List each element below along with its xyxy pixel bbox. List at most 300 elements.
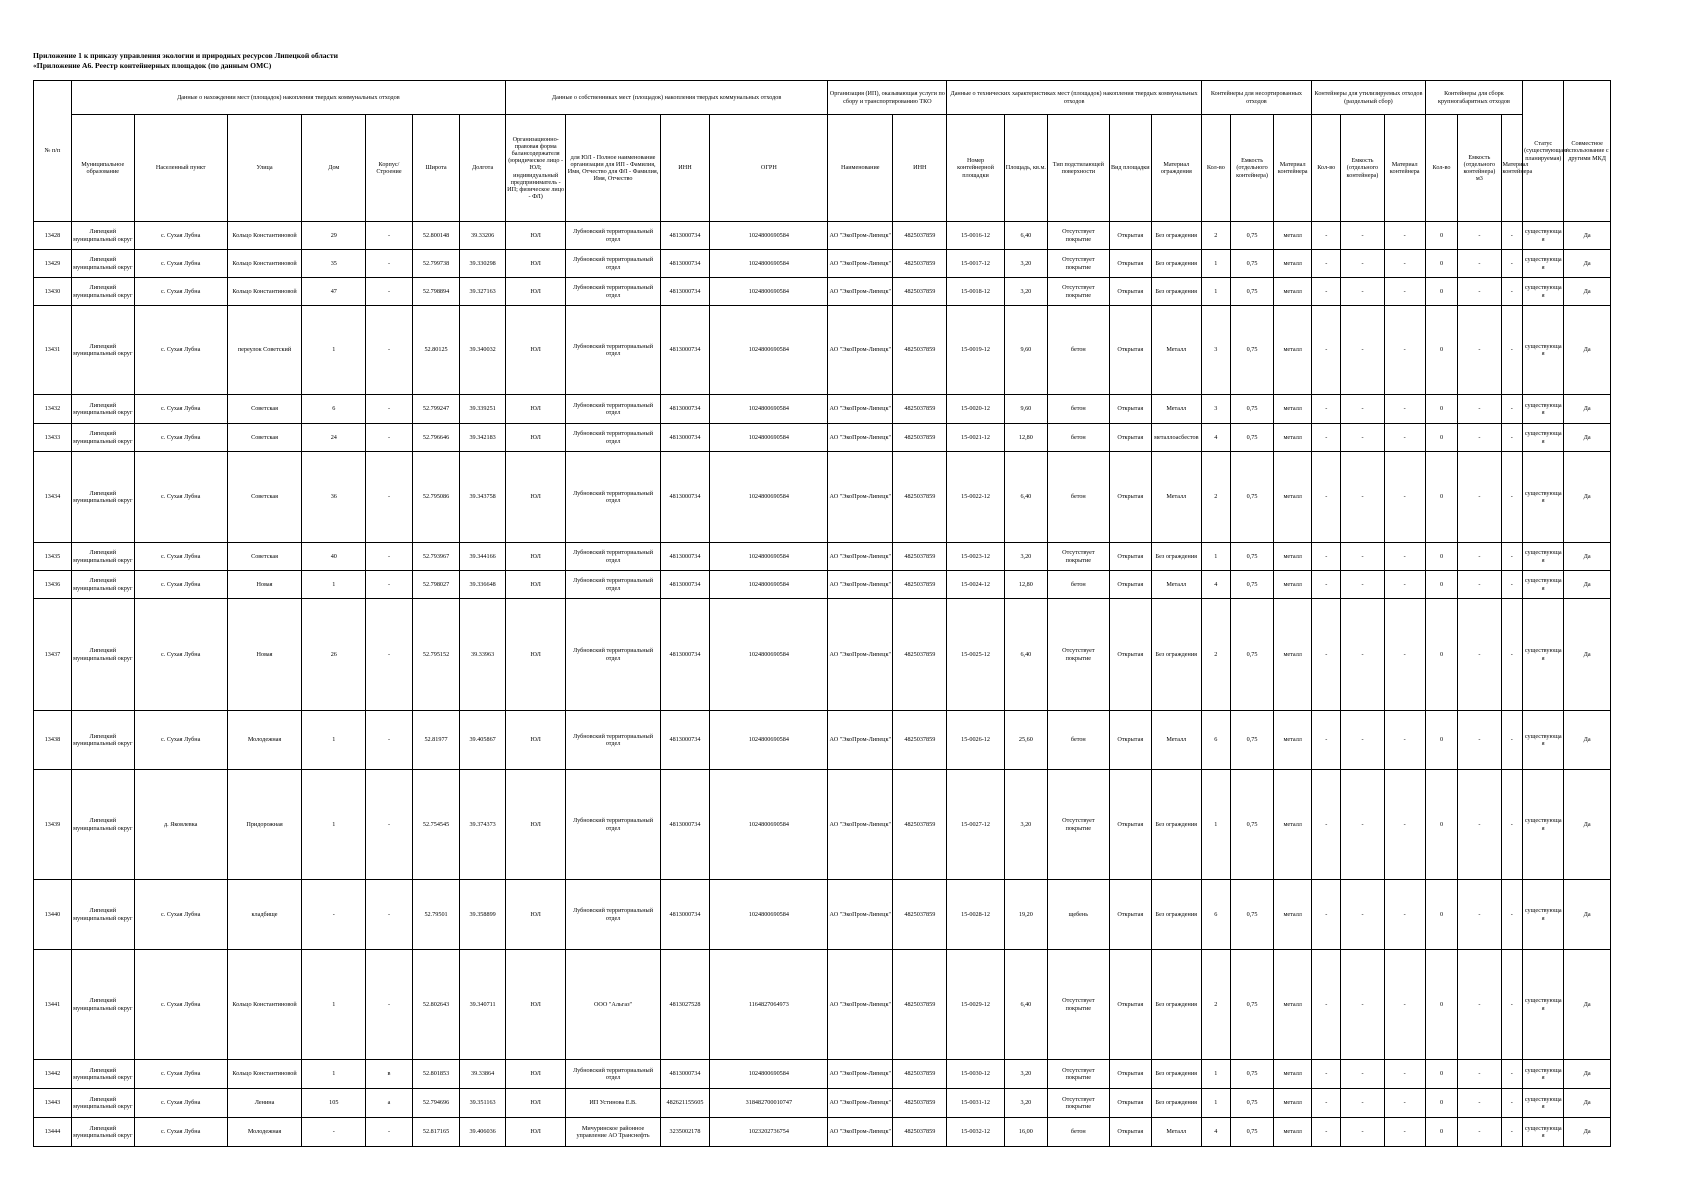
table-cell: 0,75 (1230, 250, 1273, 278)
table-cell: 3,20 (1004, 770, 1047, 880)
table-cell: Отсутствует покрытие (1048, 950, 1110, 1060)
table-cell: - (1458, 599, 1501, 711)
table-cell: 3 (1201, 395, 1230, 424)
table-cell: Липецкий муниципальный округ (71, 950, 134, 1060)
table-cell: с. Сухая Лубна (134, 880, 227, 950)
table-cell: - (366, 278, 413, 306)
table-cell: 4825037859 (893, 452, 947, 543)
group-header-row (34, 81, 1611, 115)
table-cell: 52.796646 (412, 424, 460, 452)
table-cell: 3,20 (1004, 1089, 1047, 1118)
table-cell: существующая (1523, 1089, 1564, 1118)
table-cell: 52.798894 (412, 278, 460, 306)
table-cell: - (1312, 395, 1341, 424)
column-header: ИНН (893, 115, 947, 222)
table-cell: 0,75 (1230, 711, 1273, 770)
table-cell: 4825037859 (893, 395, 947, 424)
table-cell: - (1312, 1089, 1341, 1118)
table-cell: 39.330298 (460, 250, 506, 278)
table-cell: 52.817165 (412, 1118, 460, 1147)
table-cell: бетон (1048, 306, 1110, 395)
column-header: Номер контейнерной площадки (947, 115, 1004, 222)
table-cell: Липецкий муниципальный округ (71, 880, 134, 950)
table-cell: Без ограждения (1151, 543, 1201, 571)
table-cell: Да (1564, 770, 1611, 880)
table-cell: - (1312, 306, 1341, 395)
table-cell: - (302, 1118, 366, 1147)
table-cell: с. Сухая Лубна (134, 452, 227, 543)
table-cell: Кольцо Константиновой (227, 222, 302, 250)
table-row (34, 543, 1611, 571)
table-cell: АО "ЭкоПром-Липецк" (828, 599, 893, 711)
table-cell: Металл (1151, 1118, 1201, 1147)
column-header: Дом (302, 115, 366, 222)
table-cell: АО "ЭкоПром-Липецк" (828, 278, 893, 306)
table-cell: - (366, 452, 413, 543)
table-cell: Лубновский территориальный отдел (566, 222, 660, 250)
table-cell: - (1384, 880, 1425, 950)
table-cell: ЮЛ (505, 711, 566, 770)
table-cell: 13444 (34, 1118, 72, 1147)
table-cell: - (1384, 599, 1425, 711)
table-cell: 3235002178 (660, 1118, 710, 1147)
table-cell: - (366, 1118, 413, 1147)
table-cell: Открытая (1109, 250, 1151, 278)
table-cell: АО "ЭкоПром-Липецк" (828, 452, 893, 543)
table-cell: Без ограждения (1151, 599, 1201, 711)
table-cell: 39.33864 (460, 1060, 506, 1089)
table-cell: 0 (1425, 571, 1457, 599)
table-cell: с. Сухая Лубна (134, 250, 227, 278)
table-cell: 1024800690584 (710, 222, 828, 250)
table-cell: 15-0029-12 (947, 950, 1004, 1060)
table-row (34, 306, 1611, 395)
column-header: Кол-во (1201, 115, 1230, 222)
table-cell: Лубновский территориальный отдел (566, 306, 660, 395)
table-cell: 0 (1425, 1060, 1457, 1089)
table-cell: Без ограждения (1151, 770, 1201, 880)
table-cell: 1024800690584 (710, 1060, 828, 1089)
table-cell: ЮЛ (505, 278, 566, 306)
table-cell: - (1341, 1089, 1384, 1118)
table-cell: Лубновский территориальный отдел (566, 250, 660, 278)
table-cell: Да (1564, 711, 1611, 770)
table-cell: - (1458, 950, 1501, 1060)
table-cell: 1 (1201, 770, 1230, 880)
table-cell: 4825037859 (893, 770, 947, 880)
table-cell: - (1312, 1060, 1341, 1089)
table-cell: - (1341, 543, 1384, 571)
table-cell: 4825037859 (893, 250, 947, 278)
table-body (34, 222, 1611, 1147)
table-cell: Придорожная (227, 770, 302, 880)
column-header: Улица (227, 115, 302, 222)
table-cell: Открытая (1109, 395, 1151, 424)
table-cell: Без ограждения (1151, 278, 1201, 306)
table-cell: ЮЛ (505, 250, 566, 278)
column-header: Кол-во (1425, 115, 1457, 222)
table-cell: 39.340032 (460, 306, 506, 395)
table-cell: Без ограждения (1151, 222, 1201, 250)
table-cell: 4813000734 (660, 599, 710, 711)
table-cell: 39.358899 (460, 880, 506, 950)
table-row (34, 395, 1611, 424)
table-cell: - (1458, 452, 1501, 543)
table-cell: - (1458, 222, 1501, 250)
table-cell: 318482700010747 (710, 1089, 828, 1118)
table-cell: металл (1274, 1060, 1312, 1089)
table-cell: существующая (1523, 306, 1564, 395)
table-cell: Без ограждения (1151, 880, 1201, 950)
table-cell: 52.799738 (412, 250, 460, 278)
table-cell: - (1312, 424, 1341, 452)
table-cell: 39.344166 (460, 543, 506, 571)
table-cell: ЮЛ (505, 880, 566, 950)
table-cell: - (1384, 1118, 1425, 1147)
table-cell: 4813000734 (660, 452, 710, 543)
table-cell: бетон (1048, 571, 1110, 599)
table-cell: Лубновский территориальный отдел (566, 770, 660, 880)
group-recycled-header: Контейнеры для утилизируемых отходов (раздельный сбор) (1312, 81, 1426, 115)
table-cell: 29 (302, 222, 366, 250)
table-cell: Советская (227, 543, 302, 571)
table-cell: металл (1274, 599, 1312, 711)
table-cell: 4813000734 (660, 571, 710, 599)
table-cell: 4813000734 (660, 770, 710, 880)
table-cell: 0 (1425, 711, 1457, 770)
table-cell: Металл (1151, 395, 1201, 424)
table-cell: - (1384, 306, 1425, 395)
table-cell: - (1501, 1060, 1523, 1089)
table-cell: 3,20 (1004, 1060, 1047, 1089)
table-cell: металл (1274, 222, 1312, 250)
table-cell: 4 (1201, 424, 1230, 452)
table-cell: - (1458, 571, 1501, 599)
table-cell: - (1341, 306, 1384, 395)
table-cell: - (1341, 452, 1384, 543)
table-cell: - (1384, 250, 1425, 278)
table-cell: 2 (1201, 950, 1230, 1060)
table-cell: бетон (1048, 395, 1110, 424)
table-cell: - (1501, 306, 1523, 395)
table-cell: Липецкий муниципальный округ (71, 599, 134, 711)
table-cell: Металл (1151, 711, 1201, 770)
table-cell: Кольцо Константиновой (227, 1060, 302, 1089)
table-cell: - (366, 424, 413, 452)
table-cell: - (1341, 950, 1384, 1060)
table-cell: - (1312, 1118, 1341, 1147)
table-cell: 13442 (34, 1060, 72, 1089)
table-cell: 13440 (34, 880, 72, 950)
table-cell: Да (1564, 452, 1611, 543)
table-cell: 15-0016-12 (947, 222, 1004, 250)
table-cell: 39.405867 (460, 711, 506, 770)
table-cell: Липецкий муниципальный округ (71, 1089, 134, 1118)
table-cell: Советская (227, 452, 302, 543)
table-cell: 4825037859 (893, 543, 947, 571)
table-cell: 0 (1425, 950, 1457, 1060)
table-cell: 15-0027-12 (947, 770, 1004, 880)
table-cell: - (1384, 711, 1425, 770)
table-row (34, 599, 1611, 711)
table-cell: - (1312, 452, 1341, 543)
table-cell: - (366, 250, 413, 278)
table-cell: кладбище (227, 880, 302, 950)
table-row (34, 424, 1611, 452)
table-cell: - (366, 571, 413, 599)
table-cell: 1024800690584 (710, 571, 828, 599)
table-cell: 47 (302, 278, 366, 306)
table-cell: 0,75 (1230, 306, 1273, 395)
table-cell: 16,00 (1004, 1118, 1047, 1147)
table-cell: Да (1564, 599, 1611, 711)
table-cell: 1164827064973 (710, 950, 828, 1060)
table-cell: с. Сухая Лубна (134, 711, 227, 770)
table-cell: 4825037859 (893, 571, 947, 599)
table-cell: Отсутствует покрытие (1048, 278, 1110, 306)
table-cell: Открытая (1109, 1060, 1151, 1089)
table-cell: 52.80125 (412, 306, 460, 395)
table-cell: - (1501, 1118, 1523, 1147)
table-cell: Открытая (1109, 306, 1151, 395)
table-cell: Липецкий муниципальный округ (71, 1060, 134, 1089)
table-cell: - (1501, 250, 1523, 278)
table-cell: Липецкий муниципальный округ (71, 571, 134, 599)
table-cell: 6,40 (1004, 452, 1047, 543)
column-header: Тип подстилающей поверхности (1048, 115, 1110, 222)
table-cell: 1 (302, 711, 366, 770)
table-cell: 1 (302, 770, 366, 880)
table-cell: Да (1564, 543, 1611, 571)
table-cell: - (1312, 571, 1341, 599)
table-cell: АО "ЭкоПром-Липецк" (828, 711, 893, 770)
table-cell: 15-0031-12 (947, 1089, 1004, 1118)
table-cell: 15-0024-12 (947, 571, 1004, 599)
table-cell: - (1341, 880, 1384, 950)
table-cell: существующая (1523, 222, 1564, 250)
table-row (34, 770, 1611, 880)
column-header: Емкость (отдельного контейнера) м3 (1458, 115, 1501, 222)
table-cell: существующая (1523, 424, 1564, 452)
table-cell: - (1501, 711, 1523, 770)
table-cell: 4825037859 (893, 950, 947, 1060)
table-cell: 13428 (34, 222, 72, 250)
table-cell: 39.342183 (460, 424, 506, 452)
table-cell: Кольцо Константиновой (227, 250, 302, 278)
table-cell: Липецкий муниципальный округ (71, 222, 134, 250)
table-cell: Да (1564, 1118, 1611, 1147)
table-cell: 0 (1425, 452, 1457, 543)
table-cell: Лубновский территориальный отдел (566, 711, 660, 770)
table-cell: Липецкий муниципальный округ (71, 278, 134, 306)
table-cell: Открытая (1109, 278, 1151, 306)
group-technical-header: Данные о технических характеристиках мест (площадок) накопления твердых коммунальных отходов (947, 81, 1201, 115)
table-cell: 52.795086 (412, 452, 460, 543)
table-cell: Без ограждения (1151, 1060, 1201, 1089)
table-cell: металл (1274, 306, 1312, 395)
table-cell: Лубновский территориальный отдел (566, 880, 660, 950)
table-cell: ЮЛ (505, 395, 566, 424)
table-cell: 0 (1425, 543, 1457, 571)
table-cell: 1024800690584 (710, 711, 828, 770)
table-cell: существующая (1523, 250, 1564, 278)
table-cell: - (1312, 880, 1341, 950)
table-cell: 4825037859 (893, 711, 947, 770)
table-cell: Липецкий муниципальный округ (71, 543, 134, 571)
table-cell: - (1458, 424, 1501, 452)
table-cell: Молодежная (227, 1118, 302, 1147)
table-cell: Отсутствует покрытие (1048, 599, 1110, 711)
table-cell: существующая (1523, 880, 1564, 950)
table-cell: Лубновский территориальный отдел (566, 278, 660, 306)
table-cell: Отсутствует покрытие (1048, 543, 1110, 571)
table-cell: 13432 (34, 395, 72, 424)
column-header: Наименование (828, 115, 893, 222)
table-row (34, 571, 1611, 599)
table-row (34, 950, 1611, 1060)
table-cell: ЮЛ (505, 306, 566, 395)
table-cell: - (1341, 1118, 1384, 1147)
table-cell: 0,75 (1230, 1118, 1273, 1147)
table-cell: ЮЛ (505, 452, 566, 543)
table-cell: ЮЛ (505, 543, 566, 571)
table-cell: ЮЛ (505, 571, 566, 599)
table-cell: Новая (227, 599, 302, 711)
table-cell: 0 (1425, 278, 1457, 306)
table-cell: - (1501, 880, 1523, 950)
table-cell: 4 (1201, 571, 1230, 599)
column-header: Материал контейнера (1274, 115, 1312, 222)
table-cell: переулок Советский (227, 306, 302, 395)
table-cell: д. Яковлевка (134, 770, 227, 880)
table-cell: 4813000734 (660, 880, 710, 950)
table-cell: - (1501, 278, 1523, 306)
table-cell: 1 (1201, 250, 1230, 278)
table-cell: ЮЛ (505, 770, 566, 880)
table-cell: 13429 (34, 250, 72, 278)
table-cell: Открытая (1109, 711, 1151, 770)
table-cell: 24 (302, 424, 366, 452)
table-cell: 1024800690584 (710, 306, 828, 395)
table-cell: 4813000734 (660, 711, 710, 770)
table-cell: 1023202736754 (710, 1118, 828, 1147)
table-cell: металл (1274, 452, 1312, 543)
table-cell: 15-0028-12 (947, 880, 1004, 950)
table-cell: - (366, 711, 413, 770)
table-cell: 1024800690584 (710, 424, 828, 452)
table-cell: 2 (1201, 599, 1230, 711)
table-cell: металл (1274, 950, 1312, 1060)
table-cell: Отсутствует покрытие (1048, 250, 1110, 278)
table-cell: - (1458, 711, 1501, 770)
header-line-1: Приложение 1 к приказу управления экологии и природных ресурсов Липецкой области (33, 51, 339, 60)
table-cell: 26 (302, 599, 366, 711)
table-cell: 52.798027 (412, 571, 460, 599)
table-cell: 25,60 (1004, 711, 1047, 770)
table-cell: 52.800148 (412, 222, 460, 250)
table-cell: 39.339251 (460, 395, 506, 424)
table-cell: металл (1274, 278, 1312, 306)
table-cell: 13435 (34, 543, 72, 571)
table-cell: 0 (1425, 306, 1457, 395)
table-cell: существующая (1523, 770, 1564, 880)
table-cell: 52.802643 (412, 950, 460, 1060)
table-cell: 13438 (34, 711, 72, 770)
table-cell: бетон (1048, 424, 1110, 452)
table-cell: - (1501, 599, 1523, 711)
table-cell: 39.374373 (460, 770, 506, 880)
table-cell: - (366, 950, 413, 1060)
table-cell: - (1341, 395, 1384, 424)
table-cell: Да (1564, 571, 1611, 599)
table-cell: Да (1564, 395, 1611, 424)
table-cell: металл (1274, 1089, 1312, 1118)
registry-table (33, 80, 1611, 1147)
table-cell: существующая (1523, 950, 1564, 1060)
table-cell: 0,75 (1230, 599, 1273, 711)
table-cell: Липецкий муниципальный округ (71, 711, 134, 770)
table-cell: 52.799247 (412, 395, 460, 424)
table-cell: ООО "Альгаз" (566, 950, 660, 1060)
table-cell: 0,75 (1230, 222, 1273, 250)
table-cell: 13433 (34, 424, 72, 452)
column-header: Корпус/Строение (366, 115, 413, 222)
table-cell: 0,75 (1230, 571, 1273, 599)
table-cell: - (366, 543, 413, 571)
table-cell: с. Сухая Лубна (134, 278, 227, 306)
group-location-header: Данные о нахождении мест (площадок) накопления твердых коммунальных отходов (71, 81, 505, 115)
table-cell: - (1312, 599, 1341, 711)
table-cell: ЮЛ (505, 599, 566, 711)
table-cell: АО "ЭкоПром-Липецк" (828, 880, 893, 950)
table-cell: 4813000734 (660, 306, 710, 395)
table-cell: - (366, 306, 413, 395)
table-cell: 105 (302, 1089, 366, 1118)
table-cell: Открытая (1109, 880, 1151, 950)
table-cell: 4825037859 (893, 278, 947, 306)
table-cell: Лубновский территориальный отдел (566, 424, 660, 452)
table-cell: 0,75 (1230, 1089, 1273, 1118)
table-row (34, 222, 1611, 250)
table-cell: 0,75 (1230, 770, 1273, 880)
table-cell: - (366, 395, 413, 424)
table-cell: - (1312, 950, 1341, 1060)
column-header: ИНН (660, 115, 710, 222)
table-cell: 4813000734 (660, 1060, 710, 1089)
table-cell: 3,20 (1004, 543, 1047, 571)
column-header: Кол-во (1312, 115, 1341, 222)
table-cell: - (1458, 306, 1501, 395)
table-cell: - (1341, 278, 1384, 306)
table-cell: 15-0030-12 (947, 1060, 1004, 1089)
table-cell: 39.343758 (460, 452, 506, 543)
table-cell: - (1458, 278, 1501, 306)
table-cell: с. Сухая Лубна (134, 424, 227, 452)
table-cell: АО "ЭкоПром-Липецк" (828, 395, 893, 424)
table-cell: щебень (1048, 880, 1110, 950)
table-cell: Отсутствует покрытие (1048, 1060, 1110, 1089)
table-cell: 0 (1425, 222, 1457, 250)
table-cell: 6,40 (1004, 950, 1047, 1060)
table-cell: - (1312, 770, 1341, 880)
table-cell: - (302, 880, 366, 950)
table-cell: - (1341, 711, 1384, 770)
table-cell: - (1384, 424, 1425, 452)
table-cell: 52.81977 (412, 711, 460, 770)
table-cell: 6 (302, 395, 366, 424)
table-cell: Отсутствует покрытие (1048, 770, 1110, 880)
table-cell: 4825037859 (893, 599, 947, 711)
